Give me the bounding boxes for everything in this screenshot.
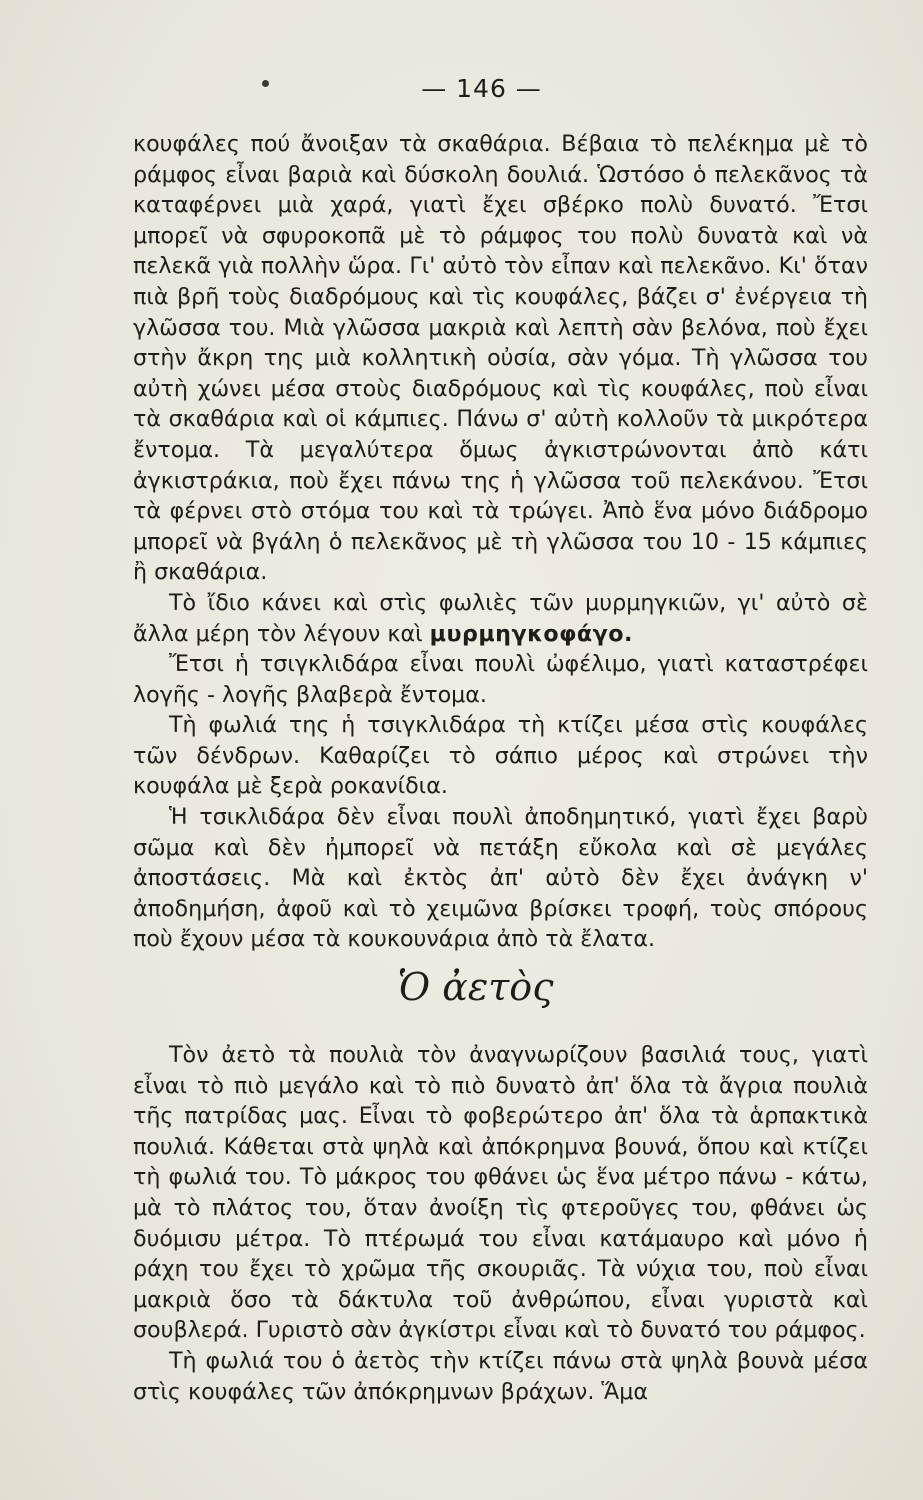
paragraph-3-text: Ἔτσι ἡ τσιγκλιδάρα εἶναι πουλὶ ὠφέλιμο, γιατὶ καταστρέφει λογῆς - λογῆς βλαβερὰ ἔντομα. (133, 651, 868, 708)
paragraph-5-text: Ἡ τσικλιδάρα δὲν εἶναι πουλὶ ἀποδημητικό, γιατὶ ἔχει βαρὺ σῶμα καὶ δὲν ἠμπορεῖ νὰ πετάξη εὔκολα καὶ σὲ μεγάλες ἀποστάσεις. Μὰ καὶ ἐκτὸς ἀπ' αὐτὸ δὲν ἔχει ἀνάγκη ν' ἀποδημήση, ἀφοῦ καὶ τὸ χειμῶνα βρίσκει τροφή, τοὺς σπόρους ποὺ ἔχουν μέσα τὰ κουκουνάρια ἀπὸ τὰ ἔλατα. (133, 804, 868, 953)
bold-term: μυρμηγκοφάγο. (429, 620, 633, 647)
paragraph-4-text: Τὴ φωλιά της ἡ τσιγκλιδάρα τὴ κτίζει μέσα στὶς κουφάλες τῶν δένδρων. Καθαρίζει τὸ σάπιο μέρος καὶ στρώνει τὴν κουφάλα μὲ ξερὰ ροκανίδια. (133, 712, 868, 800)
paragraph-5 (133, 802, 868, 955)
paragraph-7 (133, 1346, 868, 1407)
text-block-eagle (133, 1040, 868, 1407)
paragraph-2 (133, 588, 868, 649)
text-block-woodpecker (133, 129, 868, 955)
paragraph-4 (133, 710, 868, 802)
paragraph-3 (133, 649, 868, 710)
paragraph-1 (133, 129, 868, 588)
page-number: — 146 — (421, 74, 542, 103)
paragraph-6 (133, 1040, 868, 1346)
section-title: Ὁ ἀετὸς (397, 965, 554, 1009)
paragraph-6-text: Τὸν ἀετὸ τὰ πουλιὰ τὸν ἀναγνωρίζουν βασιλιά τους, γιατὶ εἶναι τὸ πιὸ μεγάλο καὶ τὸ πιὸ δυνατὸ ἀπ' ὅλα τὰ ἄγρια πουλιὰ τῆς πατρίδας μας. Εἶναι τὸ φοβερώτερο ἀπ' ὅλα τὰ ἁρπακτικὰ πουλιά. Κάθεται στὰ ψηλὰ καὶ ἀπόκρημνα βουνά, ὅπου καὶ κτίζει τὴ φωλιά του. Τὸ μάκρος του φθάνει ὡς ἕνα μέτρο πάνω - κάτω, μὰ τὸ πλάτος του, ὅταν ἀνοίξη τὶς φτεροῦγες του, φθάνει ὡς δυόμισυ μέτρα. Τὸ πτέρωμά του εἶναι κατάμαυρο καὶ μόνο ἡ ράχη του ἔχει τὸ χρῶμα τῆς σκουριᾶς. Τὰ νύχια του, ποὺ εἶναι μακριὰ ὅσο τὰ δάκτυλα τοῦ ἀνθρώπου, εἶναι γυριστὰ καὶ σουβλερά. Γυριστὸ σὰν ἀγκίστρι εἶναι καὶ τὸ δυνατό του ράμφος. (133, 1042, 868, 1344)
paragraph-1-text: κουφάλες πού ἄνοιξαν τὰ σκαθάρια. Βέβαια τὸ πελέκημα μὲ τὸ ράμφος εἶναι βαριὰ καὶ δύσκολη δουλιά. Ὡστόσο ὁ πελεκᾶνος τὰ καταφέρνει μιὰ χαρά, γιατὶ ἔχει σβέρκο πολὺ δυνατό. Ἔτσι μπορεῖ νὰ σφυροκοπᾶ μὲ τὸ ράμφος του πολὺ δυνατὰ καὶ νὰ πελεκᾶ γιὰ πολλὴν ὥρα. Γι' αὐτὸ τὸν εἶπαν καὶ πελεκᾶνο. Κι' ὅταν πιὰ βρῆ τοὺς διαδρόμους καὶ τὶς κουφάλες, βάζει σ' ἐνέργεια τὴ γλῶσσα του. Μιὰ γλῶσσα μακριὰ καὶ λεπτὴ σὰν βελόνα, ποὺ ἔχει στὴν ἄκρη της μιὰ κολλητικὴ οὐσία, σὰν γόμα. Τὴ γλῶσσα του αὐτὴ χώνει μέσα στοὺς διαδρόμους καὶ τὶς κουφάλες, ποὺ εἶναι τὰ σκαθάρια καὶ οἱ κάμπιες. Πάνω σ' αὐτὴ κολλοῦν τὰ μικρότερα ἔντομα. Τὰ μεγαλύτερα ὅμως ἀγκιστρώνονται ἀπὸ κάτι ἀγκιστράκια, ποὺ ἔχει πάνω της ἡ γλῶσσα τοῦ πελεκάνου. Ἔτσι τὰ φέρνει στὸ στόμα του καὶ τὰ τρώγει. Ἀπὸ ἕνα μόνο διάδρομο μπορεῖ νὰ βγάλη ὁ πελεκᾶνος μὲ τὴ γλῶσσα του 10 - 15 κάμπιες ἢ σκαθάρια. (133, 131, 868, 586)
paragraph-2-text: Τὸ ἴδιο κάνει καὶ στὶς φωλιὲς τῶν μυρμηγκιῶν, γι' αὐτὸ σὲ ἄλλα μέρη τὸν λέγουν καὶ (133, 589, 868, 647)
paragraph-7-text: Τὴ φωλιά του ὁ ἀετὸς τὴν κτίζει πάνω στὰ ψηλὰ βουνὰ μέσα στὶς κουφάλες τῶν ἀπόκρημνων βράχων. Ἅμα (133, 1347, 868, 1405)
